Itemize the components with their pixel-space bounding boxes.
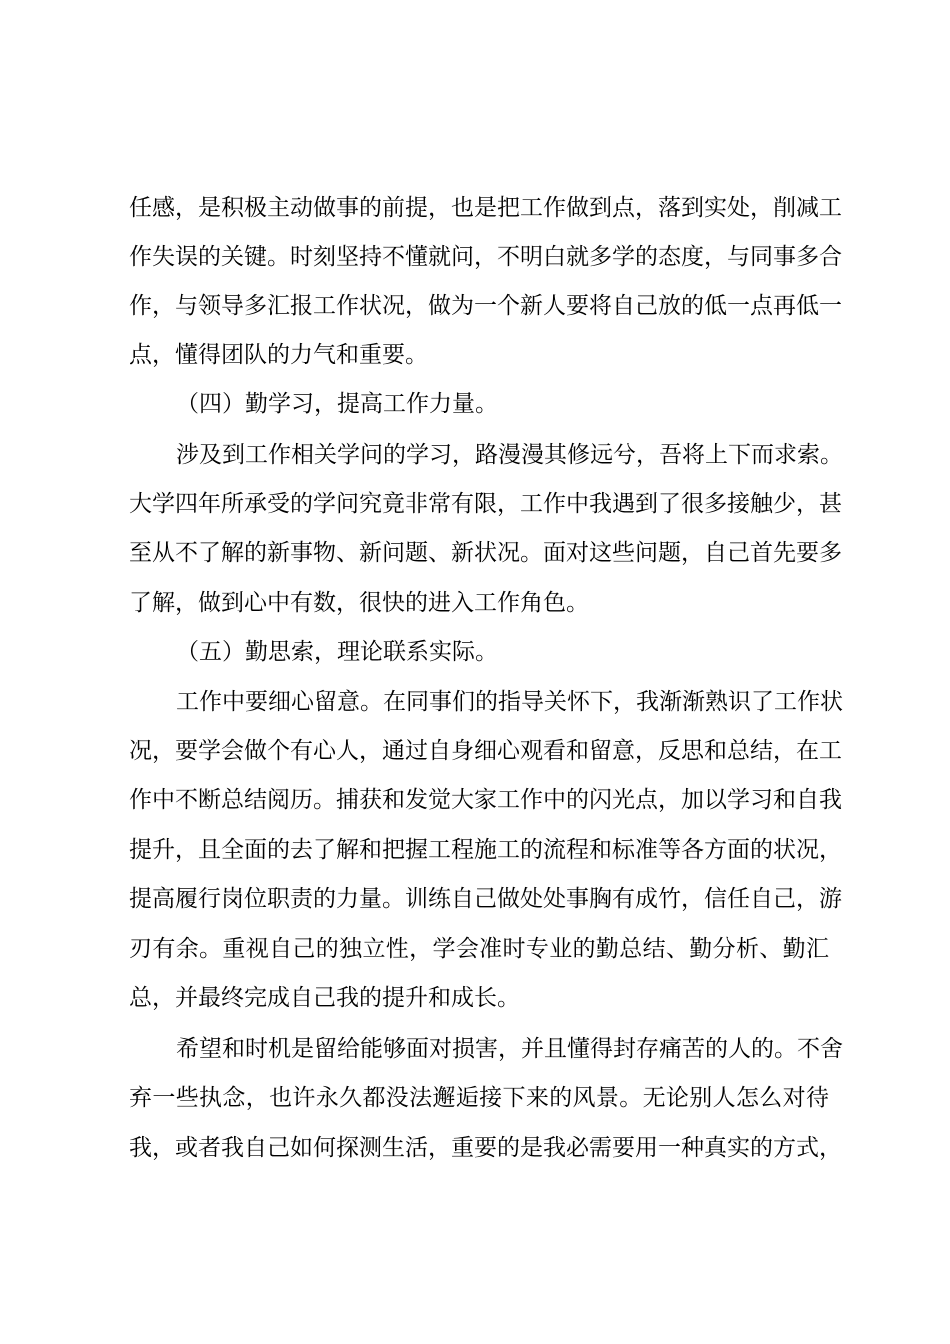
text-line-15: 提高履行岗位职责的力量。训练自己做处处事胸有成竹，信任自己，游 [129, 886, 842, 912]
section-heading-4: （四）勤学习，提高工作力量。 [176, 391, 498, 417]
text-line-18: 希望和时机是留给能够面对损害，并且懂得封存痛苦的人的。不舍 [176, 1036, 843, 1062]
text-line-1: 任感，是积极主动做事的前提，也是把工作做到点，落到实处，削减工 [129, 195, 842, 221]
text-line-6: 涉及到工作相关学问的学习，路漫漫其修远兮，吾将上下而求索。 [176, 442, 843, 468]
text-line-3: 作，与领导多汇报工作状况，做为一个新人要将自己放的低一点再低一 [129, 293, 842, 319]
text-line-9: 了解，做到心中有数，很快的进入工作角色。 [129, 590, 589, 616]
text-line-20: 我，或者我自己如何探测生活，重要的是我必需要用一种真实的方式， [129, 1135, 842, 1161]
text-line-8: 至从不了解的新事物、新问题、新状况。面对这些问题，自己首先要多 [129, 540, 842, 566]
text-line-19: 弃一些执念，也许永久都没法邂逅接下来的风景。无论别人怎么对待 [129, 1085, 829, 1111]
text-line-14: 提升，且全面的去了解和把握工程施工的流程和标准等各方面的状况， [129, 837, 842, 863]
text-line-4: 点，懂得团队的力气和重要。 [129, 342, 428, 368]
text-line-17: 总，并最终完成自己我的提升和成长。 [129, 985, 520, 1011]
text-line-11: 工作中要细心留意。在同事们的指导关怀下，我渐渐熟识了工作状 [176, 689, 843, 715]
text-line-13: 作中不断总结阅历。捕获和发觉大家工作中的闪光点，加以学习和自我 [129, 787, 842, 813]
text-line-2: 作失误的关键。时刻坚持不懂就问，不明白就多学的态度，与同事多合 [129, 244, 842, 270]
text-line-12: 况，要学会做个有心人，通过自身细心观看和留意，反思和总结，在工 [129, 738, 842, 764]
text-line-7: 大学四年所承受的学问究竟非常有限，工作中我遇到了很多接触少，甚 [129, 491, 842, 517]
text-line-16: 刃有余。重视自己的独立性，学会准时专业的勤总结、勤分析、勤汇 [129, 936, 829, 962]
section-heading-5: （五）勤思索，理论联系实际。 [176, 639, 498, 665]
